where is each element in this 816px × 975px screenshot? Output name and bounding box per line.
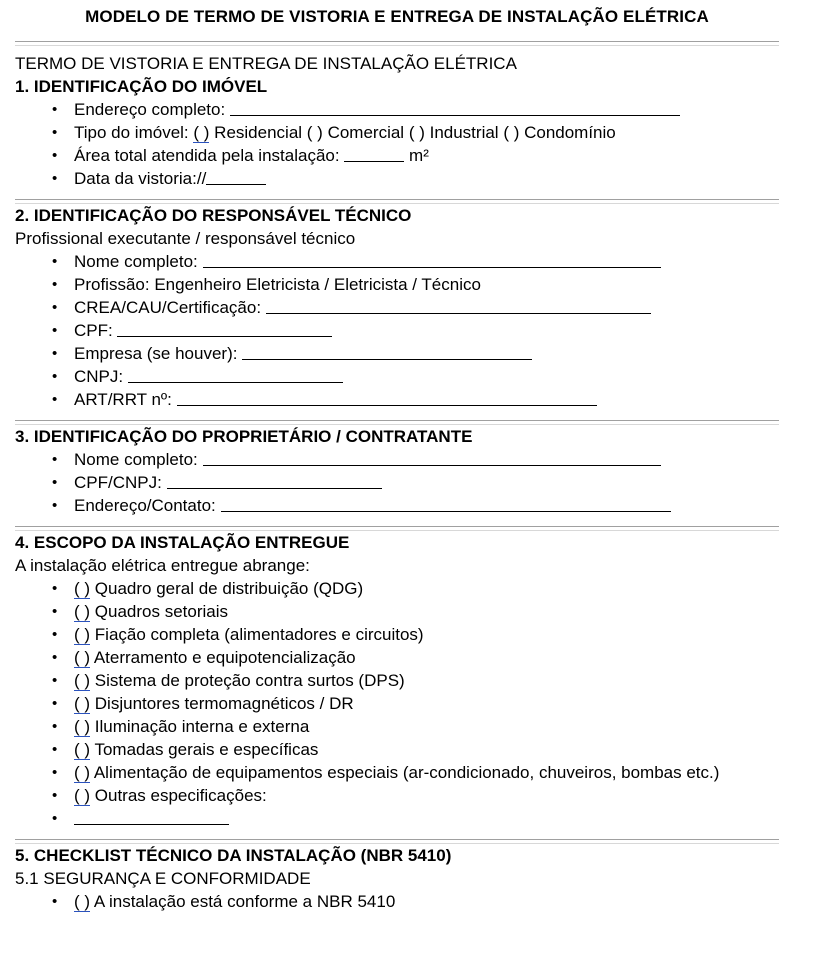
list-item-label: Quadros setoriais [94,602,229,621]
list-item [15,692,779,715]
checkbox-escopo[interactable]: ( ) [74,694,91,713]
section-1-list [15,98,779,190]
checkbox-escopo[interactable]: ( ) [74,625,91,644]
list-item [15,890,779,913]
list-item [15,646,779,669]
list-item-endereco [15,98,779,121]
data-value: // [196,169,207,188]
endereco-blank[interactable] [230,100,680,116]
checkbox-escopo[interactable]: ( ) [74,786,91,805]
list-item [15,715,779,738]
cpf-label: CPF: [74,321,113,340]
list-item-profissao [15,273,779,296]
list-item [15,623,779,646]
list-item [15,738,779,761]
document-title: MODELO DE TERMO DE VISTORIA E ENTREGA DE INSTALAÇÃO ELÉTRICA [85,7,709,26]
list-item-label: Fiação completa (alimentadores e circuitos) [94,625,424,644]
tipo-option-comercial[interactable]: ( ) Comercial [306,123,405,142]
list-item-label: Outras especificações: [94,786,267,805]
cpfcnpj-blank[interactable] [167,473,382,489]
list-item-label: A instalação está conforme a NBR 5410 [93,892,396,911]
checkbox-residencial[interactable]: ( ) [193,123,210,142]
list-item-label: Aterramento e equipotencialização [93,648,356,667]
art-label: ART/RRT nº: [74,390,172,409]
section-5-heading: 5. CHECKLIST TÉCNICO DA INSTALAÇÃO (NBR 5410) [15,846,452,865]
section-5-subheading: 5.1 SEGURANÇA E CONFORMIDADE [15,869,311,888]
nome-blank[interactable] [203,252,661,268]
list-item-area [15,144,779,167]
section-2-list [15,250,779,411]
checkbox-escopo[interactable]: ( ) [74,648,91,667]
list-item-blank [15,807,779,830]
section-3-heading: 3. IDENTIFICAÇÃO DO PROPRIETÁRIO / CONTRATANTE [15,427,473,446]
section-4-heading: 4. ESCOPO DA INSTALAÇÃO ENTREGUE [15,533,350,552]
section-2-subheading: Profissional executante / responsável técnico [15,229,356,248]
list-item-tipo-imovel [15,121,779,144]
nome-label: Nome completo: [74,252,198,271]
nome-label: Nome completo: [74,450,198,469]
data-blank[interactable] [206,169,266,185]
cpfcnpj-label: CPF/CNPJ: [74,473,162,492]
list-item-label: Iluminação interna e externa [94,717,310,736]
section-3-list [15,448,779,517]
list-item [15,761,779,784]
checkbox-escopo[interactable]: ( ) [74,740,91,759]
list-item-cnpj [15,365,779,388]
list-item-nome-proprietario [15,448,779,471]
list-item-empresa [15,342,779,365]
list-item-label: Tomadas gerais e específicas [94,740,319,759]
art-blank[interactable] [177,390,597,406]
endereco-label: Endereço completo: [74,100,226,119]
intro-line: TERMO DE VISTORIA E ENTREGA DE INSTALAÇÃO ELÉTRICA [15,54,517,73]
area-unit: m² [409,146,429,165]
list-item-data-vistoria [15,167,779,190]
checkbox-escopo[interactable]: ( ) [74,671,91,690]
list-item-label: Alimentação de equipamentos especiais (ar-condicionado, chuveiros, bombas etc.) [93,763,720,782]
tipo-label: Tipo do imóvel: [74,123,189,142]
cpf-blank[interactable] [117,321,332,337]
list-item-cpf-cnpj [15,471,779,494]
endereco-contato-blank[interactable] [221,496,671,512]
list-item-label: Sistema de proteção contra surtos (DPS) [94,671,405,690]
checkbox-escopo[interactable]: ( ) [74,602,91,621]
list-item [15,669,779,692]
profissao-label: Profissão: [74,275,150,294]
crea-label: CREA/CAU/Certificação: [74,298,262,317]
endereco-contato-label: Endereço/Contato: [74,496,216,515]
list-item [15,577,779,600]
list-item [15,784,779,807]
empresa-label: Empresa (se houver): [74,344,238,363]
list-item [15,600,779,623]
cnpj-blank[interactable] [128,367,343,383]
empresa-blank[interactable] [242,344,532,360]
tipo-option-residencial: Residencial [214,123,303,142]
list-item-cpf [15,319,779,342]
section-1-heading: 1. IDENTIFICAÇÃO DO IMÓVEL [15,77,268,96]
crea-blank[interactable] [266,298,651,314]
profissao-value: Engenheiro Eletricista / Eletricista / Técnico [154,275,481,294]
checkbox-conformidade[interactable]: ( ) [74,892,91,911]
list-item-art [15,388,779,411]
tipo-option-industrial[interactable]: ( ) Industrial [408,123,499,142]
cnpj-label: CNPJ: [74,367,124,386]
data-label: Data da vistoria: [74,169,197,188]
section-4-list [15,577,779,830]
area-label: Área total atendida pela instalação: [74,146,340,165]
list-item-label: Disjuntores termomagnéticos / DR [94,694,354,713]
area-blank[interactable] [344,146,404,162]
checkbox-escopo[interactable]: ( ) [74,763,91,782]
checkbox-escopo[interactable]: ( ) [74,579,91,598]
list-item-label: Quadro geral de distribuição (QDG) [94,579,364,598]
list-item-nome [15,250,779,273]
section-5-list [15,890,779,913]
outras-blank[interactable] [74,809,229,825]
section-2-heading: 2. IDENTIFICAÇÃO DO RESPONSÁVEL TÉCNICO [15,206,412,225]
checkbox-escopo[interactable]: ( ) [74,717,91,736]
nome-blank[interactable] [203,450,661,466]
tipo-option-condominio[interactable]: ( ) Condomínio [503,123,616,142]
list-item-endereco-contato [15,494,779,517]
section-4-subheading: A instalação elétrica entregue abrange: [15,556,310,575]
document-page [0,6,816,975]
list-item-crea [15,296,779,319]
